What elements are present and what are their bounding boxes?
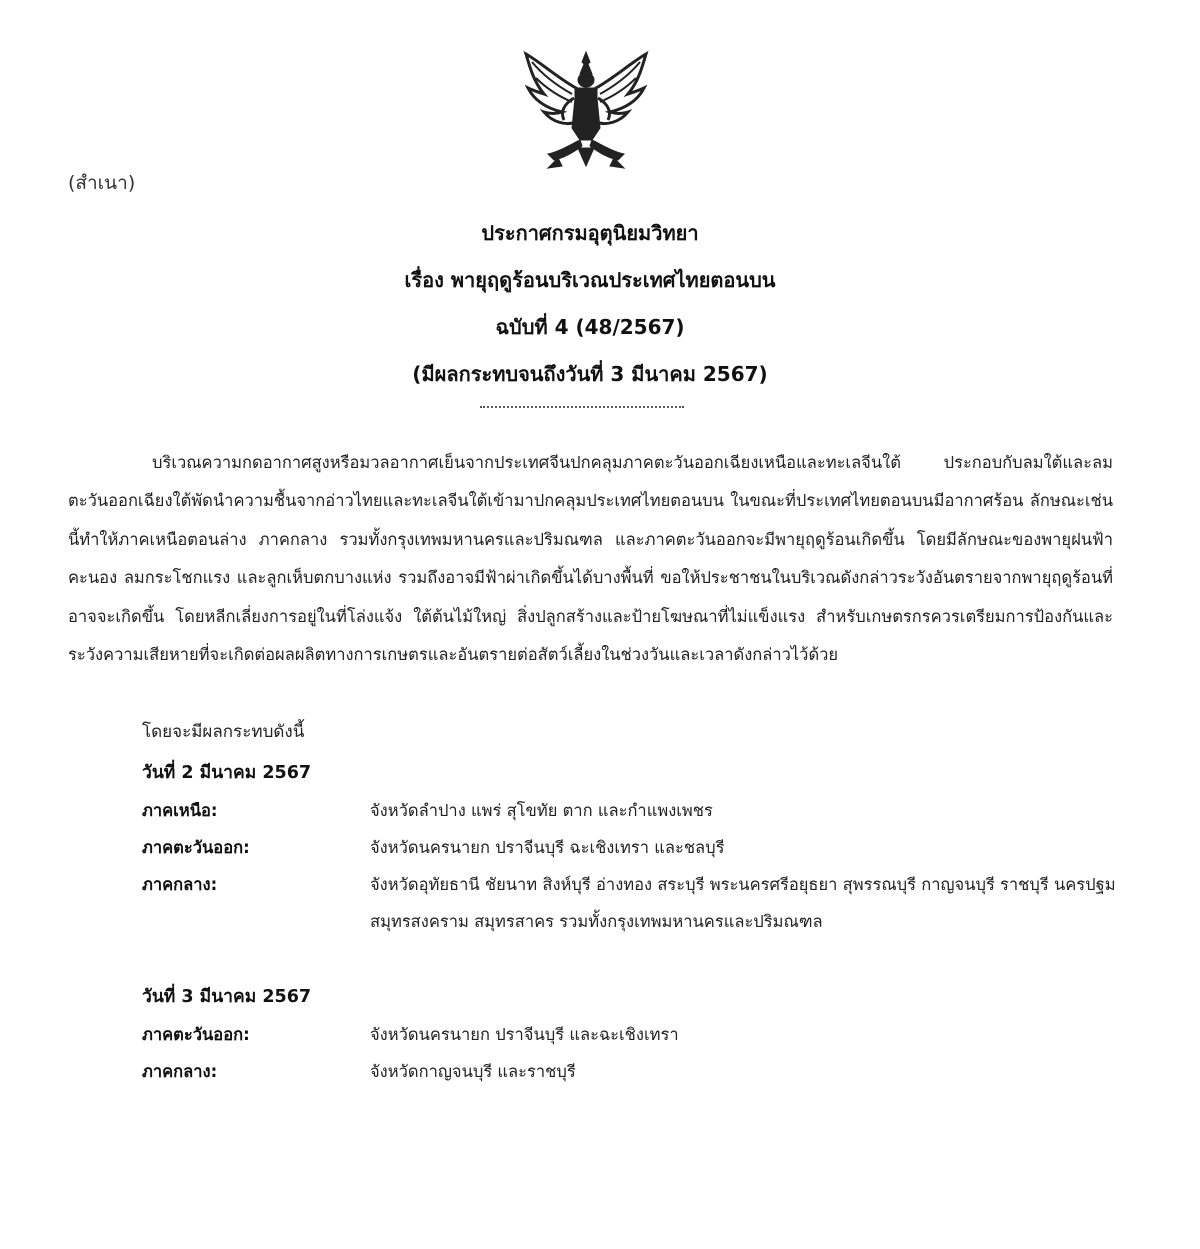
region-name: ภาคกลาง: (142, 875, 218, 894)
body-paragraph (68, 444, 1113, 674)
title-separator (480, 406, 684, 408)
region-provinces: จังหวัดลำปาง แพร่ สุโขทัย ตาก และกำแพงเพชร (370, 801, 713, 820)
region-row (142, 1053, 1122, 1090)
region-provinces: จังหวัดกาญจนบุรี และราชบุรี (370, 1062, 576, 1081)
impact-date: วันที่ 2 มีนาคม 2567 (142, 763, 312, 783)
title-issue-number: ฉบับที่ 4 (48/2567) (495, 315, 685, 339)
impact-day-2 (142, 978, 1122, 1090)
impact-intro: โดยจะมีผลกระทบดังนี้ (142, 722, 305, 742)
region-row (142, 1016, 1122, 1053)
impact-date: วันที่ 3 มีนาคม 2567 (142, 987, 312, 1007)
title-subject: เรื่อง พายุฤดูร้อนบริเวณประเทศไทยตอนบน (404, 268, 776, 292)
region-name: ภาคกลาง: (142, 1062, 218, 1081)
garuda-emblem-icon (518, 48, 654, 172)
region-row (142, 866, 1122, 940)
impact-day-1 (142, 754, 1122, 940)
title-effective-date: (มีผลกระทบจนถึงวันที่ 3 มีนาคม 2567) (412, 362, 768, 386)
title-agency: ประกาศกรมอุตุนิยมวิทยา (481, 221, 699, 245)
region-name: ภาคตะวันออก: (142, 1025, 250, 1044)
region-provinces: จังหวัดอุทัยธานี ชัยนาท สิงห์บุรี อ่างทอง สระบุรี พระนครศรีอยุธยา สุพรรณบุรี กาญจนบุรี ราชบุรี นครปฐม สมุทรสงคราม สมุทรสาคร รวมทั้งกรุงเทพมหานครและปริมณฑล (370, 875, 1116, 931)
region-name: ภาคตะวันออก: (142, 838, 250, 857)
copy-mark: (สำเนา) (68, 172, 136, 194)
body-paragraph-text: บริเวณความกดอากาศสูงหรือมวลอากาศเย็นจากประเทศจีนปกคลุมภาคตะวันออกเฉียงเหนือและทะเลจีนใต้ ประกอบกับลมใต้และลมตะวันออกเฉียงใต้พัดนำความชื้นจากอ่าวไทยและทะเลจีนใต้เข้ามาปกคลุมประเทศไทยตอนบน ในขณะที่ประเทศไทยตอนบนมีอากาศร้อน ลักษณะเช่นนี้ทำให้ภาคเหนือตอนล่าง ภาคกลาง รวมทั้งกรุงเทพมหานครและปริมณฑล และภาคตะวันออกจะมีพายุฤดูร้อนเกิดขึ้น โดยมีลักษณะของพายุฝนฟ้าคะนอง ลมกระโชกแรง และลูกเห็บตกบางแห่ง รวมถึงอาจมีฟ้าผ่าเกิดขึ้นได้บางพื้นที่ ขอให้ประชาชนในบริเวณดังกล่าวระวังอันตรายจากพายุฤดูร้อนที่อาจจะเกิดขึ้น โดยหลีกเลี่ยงการอยู่ในที่โล่งแจ้ง ใต้ต้นไม้ใหญ่ สิ่งปลูกสร้างและป้ายโฆษณาที่ไม่แข็งแรง สำหรับเกษตรกรควรเตรียมการป้องกันและระวังความเสียหายที่จะเกิดต่อผลผลิตทางการเกษตรและอันตรายต่อสัตว์เลี้ยงในช่วงวันและเวลาดังกล่าวไว้ด้วย (68, 453, 1113, 665)
region-provinces: จังหวัดนครนายก ปราจีนบุรี ฉะเชิงเทรา และชลบุรี (370, 838, 725, 857)
document-title (0, 210, 1180, 398)
region-provinces: จังหวัดนครนายก ปราจีนบุรี และฉะเชิงเทรา (370, 1025, 679, 1044)
region-row (142, 829, 1122, 866)
region-row (142, 792, 1122, 829)
region-name: ภาคเหนือ: (142, 801, 218, 820)
